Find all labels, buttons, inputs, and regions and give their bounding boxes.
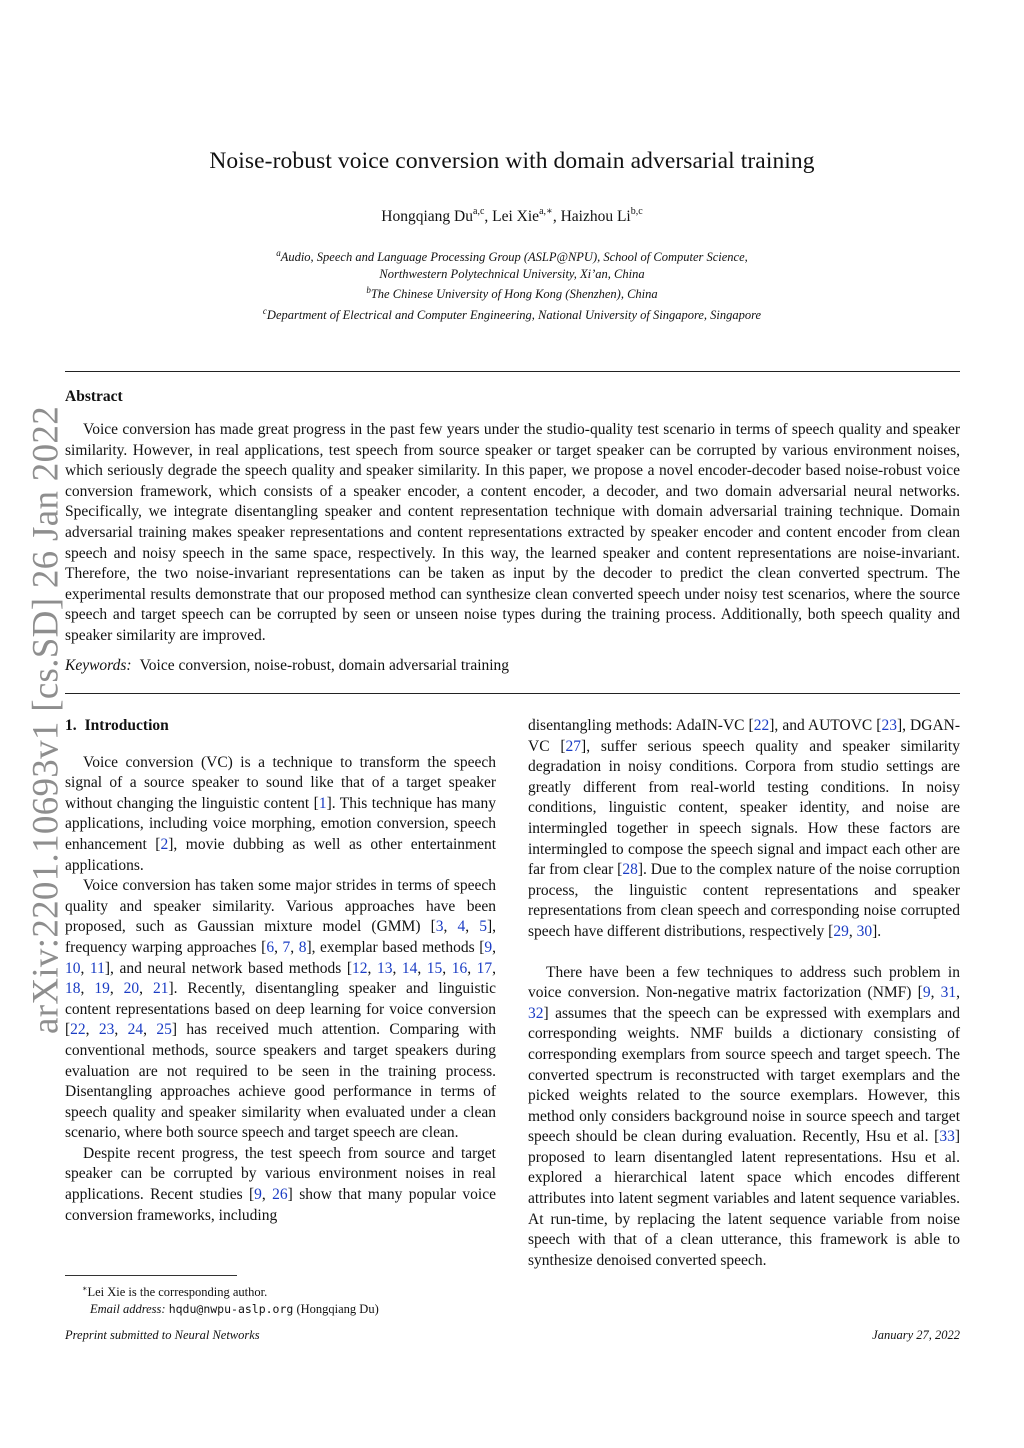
citation-link[interactable]: 22 — [70, 1021, 86, 1039]
keywords-value: Voice conversion, noise-robust, domain adversarial training — [139, 657, 510, 674]
affiliation-mark: c — [262, 305, 267, 316]
author-affiliation-mark: a,c — [473, 206, 485, 217]
footnote-line-1 — [82, 1281, 502, 1301]
citation-link[interactable]: 14 — [401, 959, 418, 977]
citation-link[interactable]: 18 — [65, 980, 81, 998]
citation-link[interactable]: 5 — [479, 918, 487, 936]
citation-link[interactable]: 15 — [426, 959, 443, 977]
top-rule — [65, 371, 960, 372]
affiliation-mark: a — [276, 248, 281, 258]
body-paragraph: Voice conversion has taken some major strides in terms of speech quality and speaker similarity. Various approaches have been proposed, such as Gaussian mixture model (GMM) [3, 4, 5], frequency warping approaches [6, 7, 8], exemplar based methods [9, 10, 11], and neural network based methods [12, 13, 14, 15, 16, 17, 18, 19, 20, 21]. Recently, disentangling speaker and linguistic content representations based on deep learning for voice conversion [22, 23, 24, 25] has received much attention. Comparing with conventional methods, source speakers and target speakers during evaluation are not required to be seen in the training process. Disentangling approaches achieve good performance in terms of speech quality and speaker similarity when evaluated under a clean scenario, where both source speech and target speech are clean. — [65, 877, 497, 1142]
affiliation-text: Audio, Speech and Language Processing Group (ASLP@NPU), School of Computer Science, — [280, 250, 748, 264]
footnote-author-note: Lei Xie is the corresponding author. — [87, 1285, 268, 1299]
citation-link[interactable]: 23 — [881, 717, 897, 734]
citation-link[interactable]: 33 — [939, 1128, 955, 1146]
citation-link[interactable]: 31 — [940, 984, 957, 1002]
footnote-line-2 — [82, 1301, 502, 1318]
footer-date: January 27, 2022 — [872, 1328, 960, 1342]
body-paragraph: There have been a few techniques to address such problem in voice conversion. Non-negative matrix factorization (NMF) [9, 31, 32] assumes that the speech can be expressed with exemplars and corresponding weights. NMF builds a dictionary consisting of corresponding exemplars from source speech and target speech. The converted spectrum is reconstructed with target exemplars and the picked weights related to the source exemplars. However, this method only considers background noise in source speech and target speech should be clean during evaluation. Recently, Hsu et al. [33] proposed to learn disentangled latent representations. Hsu et al. explored a hierarchical latent space which encodes different attributes into latent segment variables and latent sequence variables. At run-time, by replacing the latent sequence variable from noise speech with that of a clean utterance, this framework is able to synthesize denoised converted speech. — [528, 963, 961, 1269]
affiliation-line — [0, 282, 1024, 303]
author-name: Hongqiang Du — [381, 208, 473, 225]
citation-link[interactable]: 17 — [476, 959, 493, 977]
citation-link[interactable]: 13 — [376, 959, 393, 977]
author-name: Haizhou Li — [560, 208, 631, 225]
email-label: Email address: — [90, 1301, 166, 1316]
citation-link[interactable]: 21 — [152, 980, 169, 998]
affiliation-text: Northwestern Polytechnical University, Xi’an, China — [379, 266, 645, 281]
paper-title: Noise-robust voice conversion with domain adversarial training — [209, 148, 815, 174]
affiliation-line — [0, 303, 1024, 324]
citation-link[interactable]: 28 — [622, 861, 638, 879]
citation-link[interactable]: 12 — [352, 959, 368, 977]
preprint-note: Preprint submitted to Neural Networks — [65, 1328, 260, 1342]
citation-link[interactable]: 7 — [282, 938, 291, 956]
email-owner: (Hongqiang Du) — [296, 1301, 379, 1316]
citation-link[interactable]: 11 — [89, 959, 105, 977]
citation-link[interactable]: 30 — [856, 922, 873, 940]
citation-link[interactable]: 9 — [254, 1186, 262, 1204]
footnote — [82, 1281, 502, 1317]
abstract-bottom-rule — [65, 693, 960, 694]
citation-link[interactable]: 24 — [127, 1021, 144, 1039]
citation-link[interactable]: 9 — [484, 938, 493, 956]
footnote-rule — [65, 1275, 237, 1276]
citation-link[interactable]: 29 — [833, 922, 849, 940]
affiliation-line — [0, 266, 1024, 283]
right-column — [528, 716, 960, 1271]
citation-link[interactable]: 6 — [266, 938, 275, 956]
body-paragraph: disentangling methods: AdaIN-VC [22], and AUTOVC [23], DGAN-VC [27], suffer serious speech quality and speaker similarity degradation in noisy conditions. Corpora from studio settings are greatly different from real-world testing conditions. In noisy conditions, linguistic content, speaker identity, and noise are intermingled together in speech signals. How these factors are intermingled to compose the speech signal and impact each other are far from clear [28]. Due to the complex nature of the noise corruption process, the linguistic content representations and speaker representations from clean speech and corresponding noise corrupted speech have different distributions, respectively [29, 30]. — [528, 717, 960, 940]
section-heading — [65, 716, 496, 737]
citation-link[interactable]: 3 — [435, 918, 444, 936]
footnote-mark: ∗ — [82, 1284, 88, 1293]
author-affiliation-mark: b,c — [630, 206, 643, 217]
citation-link[interactable]: 26 — [272, 1186, 288, 1204]
body-paragraph: Despite recent progress, the test speech from source and target speaker can be corrupted by various environment noises in real applications. Recent studies [9, 26] show that many popular voice conversion frameworks, including — [65, 1144, 497, 1224]
citation-link[interactable]: 4 — [457, 918, 466, 936]
citation-link[interactable]: 1 — [318, 794, 327, 812]
affiliations — [0, 245, 1024, 323]
citation-link[interactable]: 19 — [94, 980, 110, 998]
citation-link[interactable]: 23 — [98, 1021, 115, 1039]
citation-link[interactable]: 32 — [528, 1004, 544, 1022]
citation-link[interactable]: 20 — [123, 980, 140, 998]
author-name: Lei Xie — [492, 208, 540, 225]
affiliation-text: The Chinese University of Hong Kong (Shenzhen), China — [370, 287, 658, 301]
citation-link[interactable]: 22 — [753, 717, 770, 734]
citation-link[interactable]: 16 — [451, 959, 468, 977]
citation-link[interactable]: 25 — [156, 1021, 172, 1039]
right-paragraphs — [528, 716, 960, 1271]
keywords — [65, 657, 960, 675]
citation-link[interactable]: 2 — [160, 835, 169, 853]
affiliation-mark: b — [366, 285, 371, 295]
keywords-label: Keywords: — [65, 657, 132, 674]
citation-link[interactable]: 8 — [298, 938, 307, 956]
author-list: Hongqiang Du$^{a,c}$, Lei Xie$^{a,∗}$, Haizhou Li$^{b,c}$ — [381, 206, 643, 225]
body-paragraph: Voice conversion (VC) is a technique to transform the speech signal of a source speaker to sound like that of a target speaker without changing the linguistic content [1]. This technique has many applications, including voice morphing, emotion conversion, speech enhancement [2], movie dubbing as well as other entertainment applications. — [65, 753, 496, 874]
email-link[interactable]: hqdu@nwpu-aslp.org — [168, 1301, 294, 1316]
section-title: Introduction — [84, 717, 169, 734]
section-number: 1. — [65, 717, 77, 734]
citation-link[interactable]: 10 — [65, 959, 81, 977]
left-paragraphs — [65, 753, 496, 1227]
author-affiliation-mark: a,∗ — [539, 206, 553, 217]
affiliation-text: Department of Electrical and Computer Engineering, National University of Singapore, Singapore — [266, 307, 762, 322]
left-column — [65, 716, 496, 1226]
arxiv-identifier[interactable]: arXiv:2201.10693v1 [cs.SD] 26 Jan 2022 — [25, 405, 67, 1035]
abstract-heading: Abstract — [65, 388, 123, 405]
citation-link[interactable]: 27 — [565, 737, 582, 755]
citation-link[interactable]: 9 — [922, 984, 931, 1002]
affiliation-line — [0, 245, 1024, 266]
abstract-text: Voice conversion has made great progress in the past few years under the studio-quality test scenario in terms of speech quality and speaker similarity. However, in real applications, test speech from source speaker or target speaker can be corrupted by various environment noises, which seriously degrade the speech quality and speaker similarity. In this paper, we propose a novel encoder-decoder based noise-robust voice conversion framework, which consists of a speaker encoder, a content encoder, a decoder, and two domain adversarial neural networks. Specifically, we integrate disentangling speaker and content representation technique with domain adversarial training technique. Domain adversarial training makes speaker representations and content representations extracted by speaker encoder and content encoder from clean speech and noisy speech in the same space, respectively. In this way, the learned speaker and content representations are noise-invariant. Therefore, the two noise-invariant representations can be taken as input by the decoder to predict the clean converted spectrum. The experimental results demonstrate that our proposed method can synthesize clean converted speech under noisy test scenarios, where the source speech and target speech can be corrupted by seen or unseen noise types during the training process. Additionally, both speech quality and speaker similarity are improved. — [65, 421, 960, 644]
